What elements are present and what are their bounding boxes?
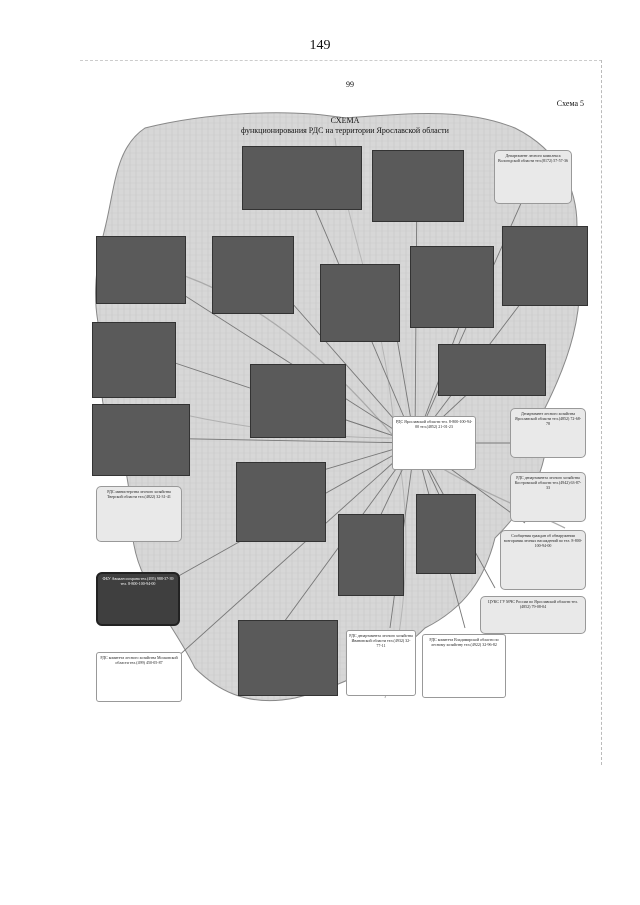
box-west-2 (212, 236, 294, 314)
scheme-title: СХЕМА (330, 116, 360, 125)
box-rds-ivanovo (346, 630, 416, 696)
box-west-4 (92, 404, 190, 476)
box-center-1 (320, 264, 400, 342)
box-rds-vladimir (422, 634, 506, 698)
inner-page-number: 99 (346, 80, 354, 89)
scheme-label: Схема 5 (556, 99, 584, 108)
box-msp-info (500, 530, 586, 590)
box-avialesookhrana (96, 572, 180, 626)
dept-yaroslavl-text: Департамент лесного хозяйства Ярославской области тел.(4852) 72-68-78 (514, 411, 582, 426)
box-rds-moscow (96, 652, 182, 702)
rds-yaroslavl-text: РДС Ярославской области тел. 8-800-100-94-00 тел.(4852) 21-01-23 (395, 419, 473, 429)
box-rds-tver (96, 486, 182, 542)
rds-ivanovo-text: РДС департамента лесного хозяйства Ивановской области тел.(4932) 32-77-11 (349, 633, 413, 648)
scan-border-top (80, 60, 602, 61)
box-center-6 (416, 494, 476, 574)
box-mchs (480, 596, 586, 634)
rds-yaroslavl-box (392, 416, 476, 470)
box-west-1 (96, 236, 186, 304)
box-center-3 (250, 364, 346, 438)
box-east-2 (438, 344, 546, 396)
msp-info-text: Сообщения граждан об обнаружении возгорания лесных насаждений по тел. 8-800-100-94-00 (503, 533, 583, 548)
box-vologda (494, 150, 572, 204)
box-center-5 (338, 514, 404, 596)
page-number: 149 (309, 38, 331, 53)
mchs-text: ЦУКС ГУ МЧС России по Ярославской области тел.(4852) 79-08-04 (488, 599, 578, 609)
rds-vladimir-text: РДС комитета Владимирской области по лесному хозяйству тел.(4922) 32-96-82 (429, 637, 499, 647)
scan-border-right (601, 60, 602, 765)
avialesookhrana-text: ФБУ Авиалесоохрана тел.(495) 988-37-39 тел. 8-800-100-94-00 (102, 576, 174, 586)
box-south-1 (238, 620, 338, 696)
box-north-east (372, 150, 464, 222)
scheme-subtitle: функционирования РДС на территории Ярославской области (241, 126, 449, 135)
box-dept-yaroslavl (510, 408, 586, 458)
box-center-4 (236, 462, 326, 542)
rds-tver-text: РДС министерства лесного хозяйства Тверской области тел.(4822) 32-31-41 (107, 489, 171, 499)
box-west-3 (92, 322, 176, 398)
title-block (180, 116, 510, 136)
rds-moscow-text: РДС комитета лесного хозяйства Московской области тел.(499) 450-05-87 (100, 655, 178, 665)
vologda-text: Департамент лесного комплекса Вологодской области тел.(8172) 57-57-36 (498, 153, 568, 163)
box-center-2 (410, 246, 494, 328)
box-north-west (242, 146, 362, 210)
rds-kostroma-text: РДС департамента лесного хозяйства Костромской области тел.(4942) 63-87-33 (514, 475, 582, 490)
box-rds-kostroma (510, 472, 586, 522)
box-east (502, 226, 588, 306)
